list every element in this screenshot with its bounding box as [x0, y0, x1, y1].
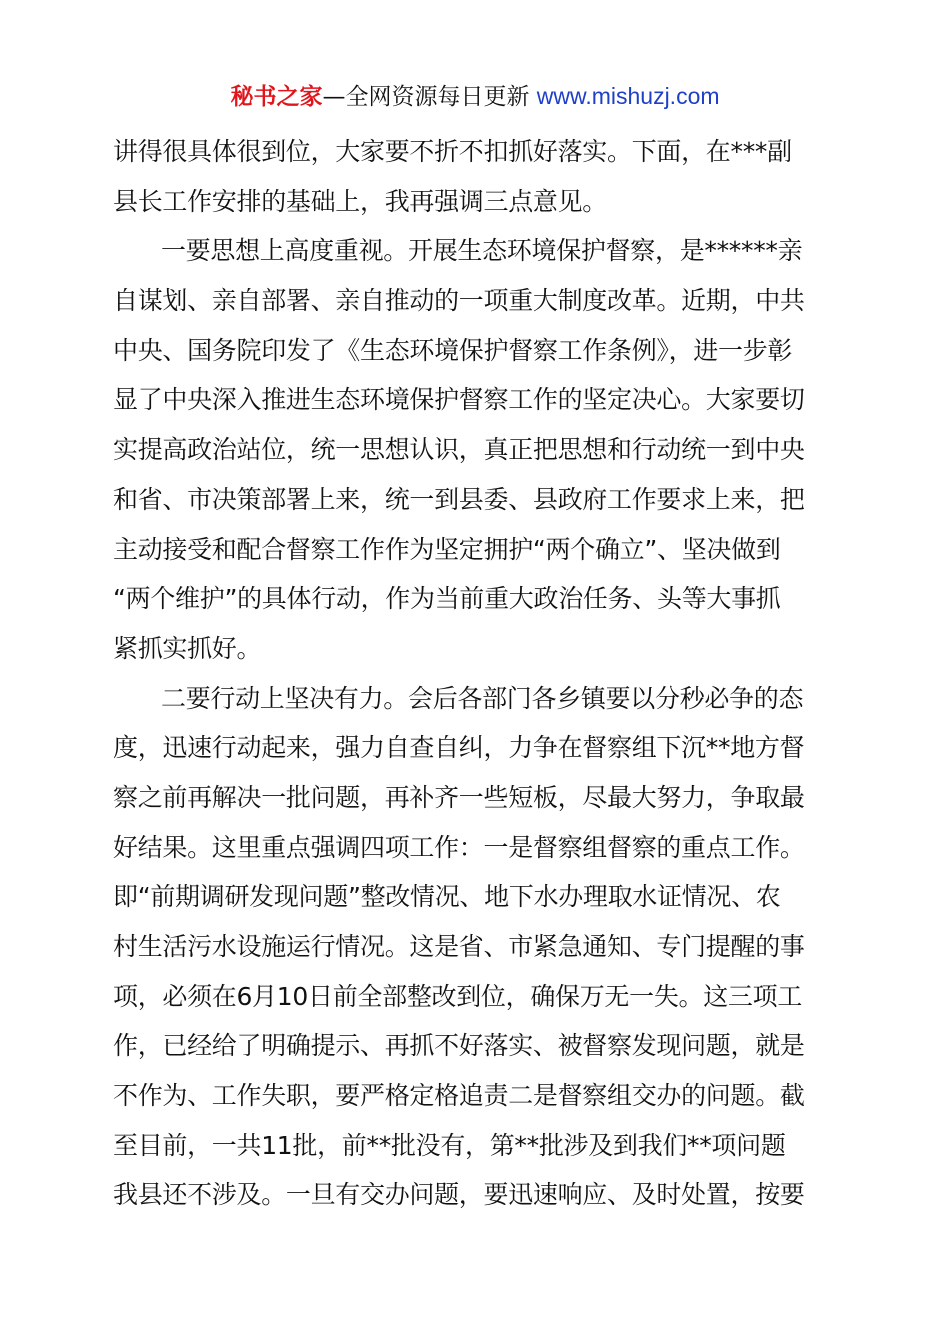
text-line: 自谋划、亲自部署、亲自推动的一项重大制度改革。近期，中共 — [113, 286, 805, 316]
text-line: 紧抓实抓好。 — [113, 633, 262, 663]
text-line: 村生活污水设施运行情况。这是省、市紧急通知、专门提醒的事 — [113, 932, 805, 961]
document-body — [113, 127, 843, 1220]
text-line: 主动接受和配合督察工作作为坚定拥护“两个确立”、坚决做到 — [113, 534, 781, 564]
text-line: 好结果。这里重点强调四项工作：一是督察组督察的重点工作。 — [113, 832, 805, 862]
header-tagline: —全网资源每日更新 — [322, 84, 530, 110]
text-line: 度，迅速行动起来，强力自查自纠，力争在督察组下沉**地方督 — [113, 733, 805, 763]
brand-name: 秘书之家 — [230, 84, 323, 110]
text-line: 察之前再解决一批问题，再补齐一些短板，尽最大努力，争取最 — [113, 782, 805, 812]
text-line: “两个维护”的具体行动，作为当前重大政治任务、头等大事抓 — [113, 584, 781, 614]
text-line: 即“前期调研发现问题”整改情况、地下水办理取水证情况、农 — [113, 882, 781, 912]
text-line: 显了中央深入推进生态环境保护督察工作的坚定决心。大家要切 — [113, 385, 805, 415]
text-line: 一要思想上高度重视。开展生态环境保护督察，是******亲 — [161, 236, 803, 266]
text-line: 二要行动上坚决有力。会后各部门各乡镇要以分秒必争的态 — [161, 683, 804, 713]
text-line: 中央、国务院印发了《生态环境保护督察工作条例》，进一步彰 — [113, 335, 793, 365]
text-line: 不作为、工作失职，要严格定格追责二是督察组交办的问题。截 — [113, 1081, 805, 1111]
site-link[interactable]: www.mishuzj.com — [536, 83, 720, 109]
text-line: 讲得很具体很到位，大家要不折不扣抓好落实。下面，在***副 — [113, 137, 792, 166]
text-line: 县长工作安排的基础上，我再强调三点意见。 — [113, 186, 608, 216]
text-line: 实提高政治站位，统一思想认识，真正把思想和行动统一到中央 — [113, 435, 805, 465]
text-line: 和省、市决策部署上来，统一到县委、县政府工作要求上来，把 — [113, 484, 805, 514]
text-line: 项，必须在6月10日前全部整改到位，确保万无一失。这三项工 — [113, 981, 803, 1011]
text-line: 作，已经给了明确提示、再抓不好落实、被督察发现问题，就是 — [113, 1031, 805, 1061]
text-line: 我县还不涉及。一旦有交办问题，要迅速响应、及时处置，按要 — [113, 1180, 805, 1210]
page-header — [0, 80, 950, 113]
text-line: 至目前，一共11批，前**批没有，第**批涉及到我们**项问题 — [113, 1130, 786, 1160]
